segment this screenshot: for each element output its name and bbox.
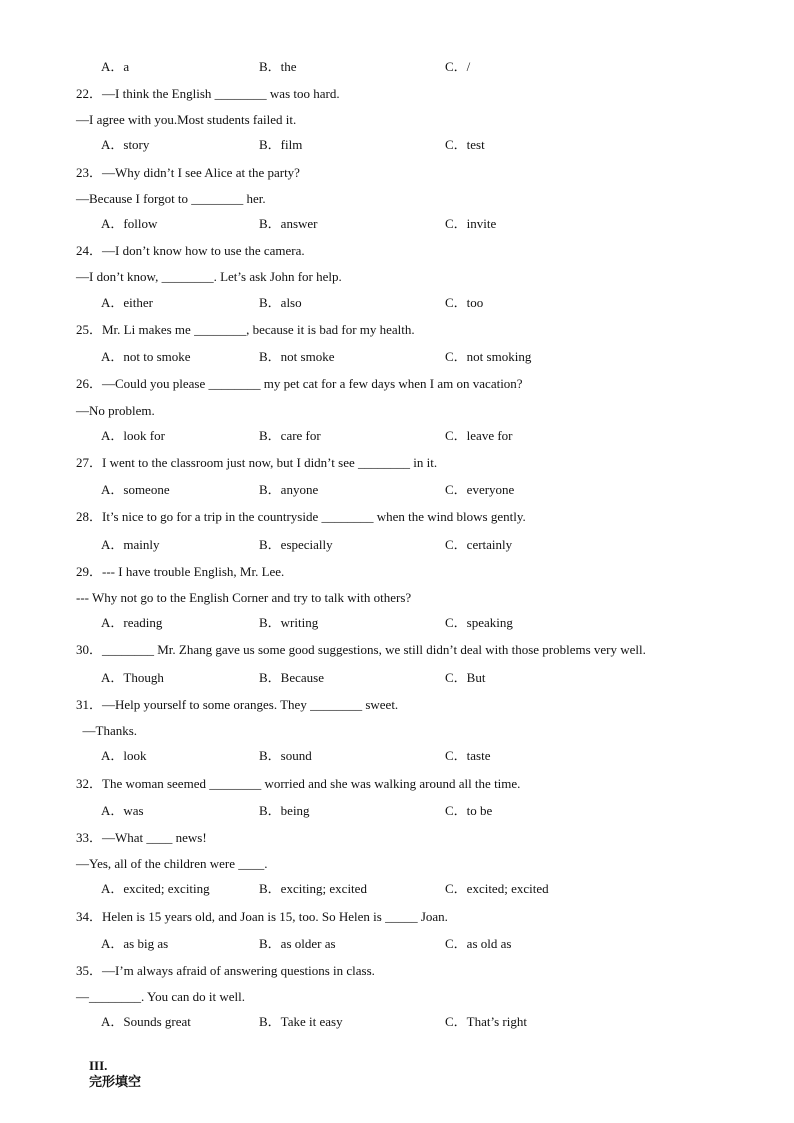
option-b: B．writing xyxy=(259,615,319,630)
option-b: B．anyone xyxy=(259,482,319,497)
question-29-text: 29．--- I have trouble English, Mr. Lee. xyxy=(76,564,285,579)
question-32-text: 32．The woman seemed ________ worried and she was walking around all the time. xyxy=(76,776,521,791)
option-b: B．being xyxy=(259,803,310,818)
question-27-text: 27．I went to the classroom just now, but I didn’t see ________ in it. xyxy=(76,455,438,470)
option-c: C．/ xyxy=(445,59,471,74)
options-row-q22 xyxy=(0,137,794,153)
question-25-text: 25．Mr. Li makes me ________, because it is bad for my health. xyxy=(76,322,415,337)
option-a: A．look xyxy=(101,748,147,763)
option-a: A．follow xyxy=(101,216,158,231)
question-22-reply: —I agree with you.Most students failed it. xyxy=(76,112,297,127)
options-row-q35 xyxy=(0,1014,794,1030)
question-24-reply: —I don’t know, ________. Let’s ask John for help. xyxy=(76,269,342,284)
question-29-reply: --- Why not go to the English Corner and try to talk with others? xyxy=(76,590,412,605)
options-row-q32 xyxy=(0,803,794,819)
question-33-text: 33．—What ____ news! xyxy=(76,830,207,845)
question-30-text: 30．________ Mr. Zhang gave us some good suggestions, we still didn’t deal with those problems very well. xyxy=(76,642,646,657)
option-a: A．not to smoke xyxy=(101,349,191,364)
option-b: B．especially xyxy=(259,537,333,552)
question-35-text: 35．—I’m always afraid of answering questions in class. xyxy=(76,963,375,978)
question-22-text: 22．—I think the English ________ was too hard. xyxy=(76,86,340,101)
option-c: C．But xyxy=(445,670,486,685)
options-row-q33 xyxy=(0,881,794,897)
options-row-q21 xyxy=(0,59,794,75)
option-c: C．everyone xyxy=(445,482,515,497)
options-row-q30 xyxy=(0,670,794,686)
question-31-text: 31．—Help yourself to some oranges. They ________ sweet. xyxy=(76,697,399,712)
option-b: B．as older as xyxy=(259,936,336,951)
option-a: A．mainly xyxy=(101,537,160,552)
options-row-q23 xyxy=(0,216,794,232)
options-row-q27 xyxy=(0,482,794,498)
option-c: C．not smoking xyxy=(445,349,532,364)
question-23-text: 23．—Why didn’t I see Alice at the party? xyxy=(76,165,300,180)
option-c: C．certainly xyxy=(445,537,513,552)
option-c: C．leave for xyxy=(445,428,513,443)
option-a: A．excited; exciting xyxy=(101,881,210,896)
option-c: C．too xyxy=(445,295,484,310)
option-c: C．That’s right xyxy=(445,1014,527,1029)
options-row-q24 xyxy=(0,295,794,311)
option-c: C．test xyxy=(445,137,485,152)
question-26-text: 26．—Could you please ________ my pet cat for a few days when I am on vacation? xyxy=(76,376,523,391)
question-34-text: 34．Helen is 15 years old, and Joan is 15, too. So Helen is _____ Joan. xyxy=(76,909,448,924)
option-b: B．answer xyxy=(259,216,318,231)
question-23-reply: —Because I forgot to ________ her. xyxy=(76,191,266,206)
option-c: C．speaking xyxy=(445,615,513,630)
question-35-reply: —________. You can do it well. xyxy=(76,989,245,1004)
option-b: B．care for xyxy=(259,428,321,443)
options-row-q29 xyxy=(0,615,794,631)
question-26-reply: —No problem. xyxy=(76,403,155,418)
option-c: C．as old as xyxy=(445,936,512,951)
option-a: A．reading xyxy=(101,615,163,630)
option-b: B．film xyxy=(259,137,303,152)
option-b: B．Take it easy xyxy=(259,1014,343,1029)
option-a: A．was xyxy=(101,803,144,818)
option-a: A．Though xyxy=(101,670,164,685)
section-title: 完形填空 xyxy=(89,1075,142,1090)
option-a: A．Sounds great xyxy=(101,1014,191,1029)
option-b: B．Because xyxy=(259,670,324,685)
option-a: A．someone xyxy=(101,482,170,497)
option-b: B．sound xyxy=(259,748,312,763)
section-number: III. xyxy=(89,1058,108,1073)
option-b: B．not smoke xyxy=(259,349,335,364)
option-b: B．also xyxy=(259,295,302,310)
option-b: B．exciting; excited xyxy=(259,881,367,896)
question-31-reply: —Thanks. xyxy=(76,723,138,738)
section-heading xyxy=(76,1042,141,1107)
option-a: A．as big as xyxy=(101,936,169,951)
option-c: C．to be xyxy=(445,803,493,818)
options-row-q26 xyxy=(0,428,794,444)
option-b: B．the xyxy=(259,59,297,74)
option-c: C．taste xyxy=(445,748,491,763)
option-a: A．a xyxy=(101,59,130,74)
question-28-text: 28．It’s nice to go for a trip in the countryside ________ when the wind blows gently. xyxy=(76,509,526,524)
question-24-text: 24．—I don’t know how to use the camera. xyxy=(76,243,305,258)
option-a: A．story xyxy=(101,137,150,152)
options-row-q25 xyxy=(0,349,794,365)
question-33-reply: —Yes, all of the children were ____. xyxy=(76,856,268,871)
options-row-q34 xyxy=(0,936,794,952)
option-a: A．either xyxy=(101,295,153,310)
option-c: C．excited; excited xyxy=(445,881,549,896)
options-row-q28 xyxy=(0,537,794,553)
option-c: C．invite xyxy=(445,216,497,231)
options-row-q31 xyxy=(0,748,794,764)
option-a: A．look for xyxy=(101,428,165,443)
